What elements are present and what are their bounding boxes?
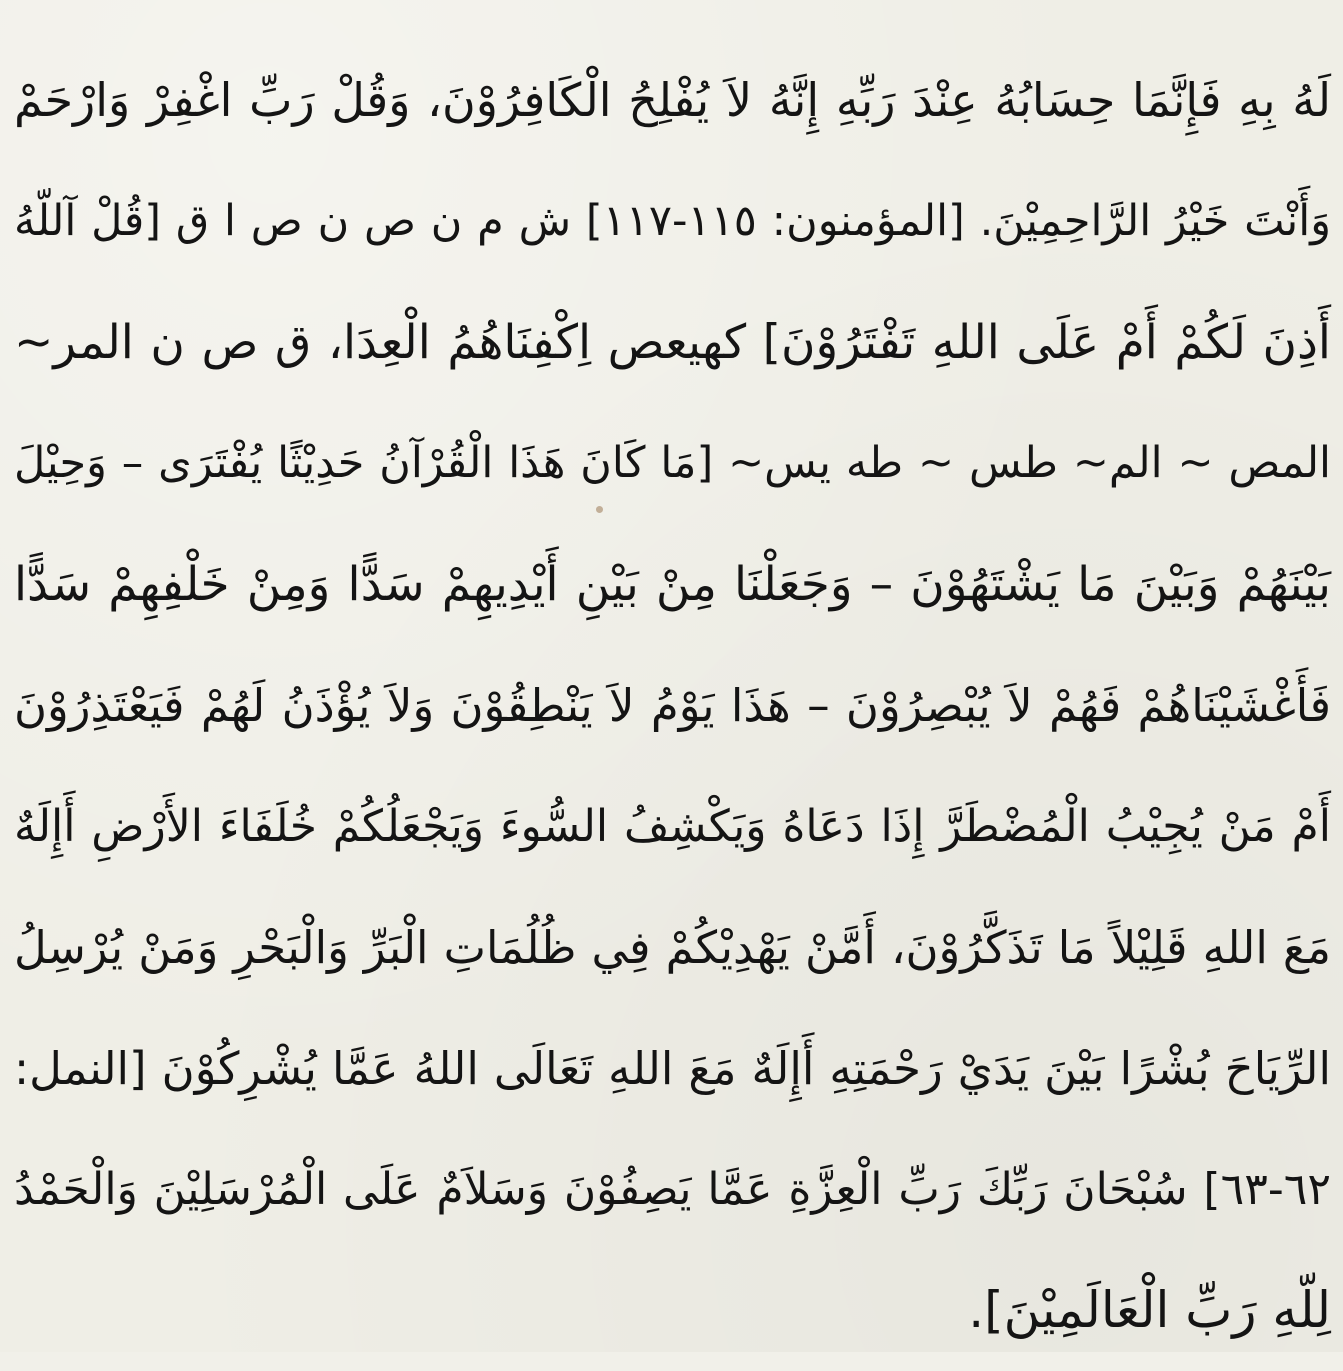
text-line: أَذِنَ لَكُمْ أَمْ عَلَى اللهِ تَفْتَرُوْنَ] كهيعص اِكْفِنَاهُمُ الْعِدَا، ق ص ن المر~ — [14, 315, 1331, 370]
text-line: مَعَ اللهِ قَلِيْلاً مَا تَذَكَّرُوْنَ، أَمَّنْ يَهْدِيْكُمْ فِي ظُلُمَاتِ الْبَرِّ وَالْبَحْرِ وَمَنْ يُرْسِلُ — [14, 921, 1331, 974]
text-line: لَهُ بِهِ فَإِنَّمَا حِسَابُهُ عِنْدَ رَبِّهِ إِنَّهُ لاَ يُفْلِحُ الْكَافِرُوْنَ، وَقُلْ رَبِّ اغْفِرْ وَارْحَمْ — [14, 73, 1331, 127]
text-line-last: لِلّهِ رَبِّ الْعَالَمِيْنَ]. — [968, 1281, 1331, 1339]
arabic-text-block — [0, 40, 1343, 1371]
text-line: فَأَغْشَيْنَاهُمْ فَهُمْ لاَ يُبْصِرُوْنَ – هَذَا يَوْمُ لاَ يَنْطِقُوْنَ وَلاَ يُؤْذَنُ لَهُمْ فَيَعْتَذِرُوْنَ — [14, 679, 1331, 732]
text-line: المص ~ الم~ طس ~ طه يس~ [مَا كَانَ هَذَا الْقُرْآنُ حَدِيْثًا يُفْتَرَى – وَحِيْلَ — [14, 438, 1331, 488]
text-line: الرِّيَاحَ بُشْرًا بَيْنَ يَدَيْ رَحْمَتِهِ أَإِلَهٌ مَعَ اللهِ تَعَالَى اللهُ عَمَّا يُشْرِكُوْنَ [النمل: — [14, 1042, 1331, 1095]
text-line: بَيْنَهُمْ وَبَيْنَ مَا يَشْتَهُوْنَ – وَجَعَلْنَا مِنْ بَيْنِ أَيْدِيهِمْ سَدًّا وَمِنْ خَلْفِهِمْ سَدًّا — [14, 557, 1331, 612]
text-line: ٦٢-٦٣] سُبْحَانَ رَبِّكَ رَبِّ الْعِزَّةِ عَمَّا يَصِفُوْنَ وَسَلاَمٌ عَلَى الْمُرْسَلِيْنَ وَالْحَمْدُ — [14, 1164, 1331, 1215]
text-line: وَأَنْتَ خَيْرُ الرَّاحِمِيْنَ. [المؤمنون: ١١٥-١١٧] ش م ن ص ن ص ا ق [قُلْ آللّهُ — [14, 196, 1331, 246]
text-line: أَمْ مَنْ يُجِيْبُ الْمُضْطَرَّ إِذَا دَعَاهُ وَيَكْشِفُ السُّوءَ وَيَجْعَلُكُمْ خُلَفَاءَ الأَرْضِ أَإِلَهٌ — [14, 801, 1331, 852]
